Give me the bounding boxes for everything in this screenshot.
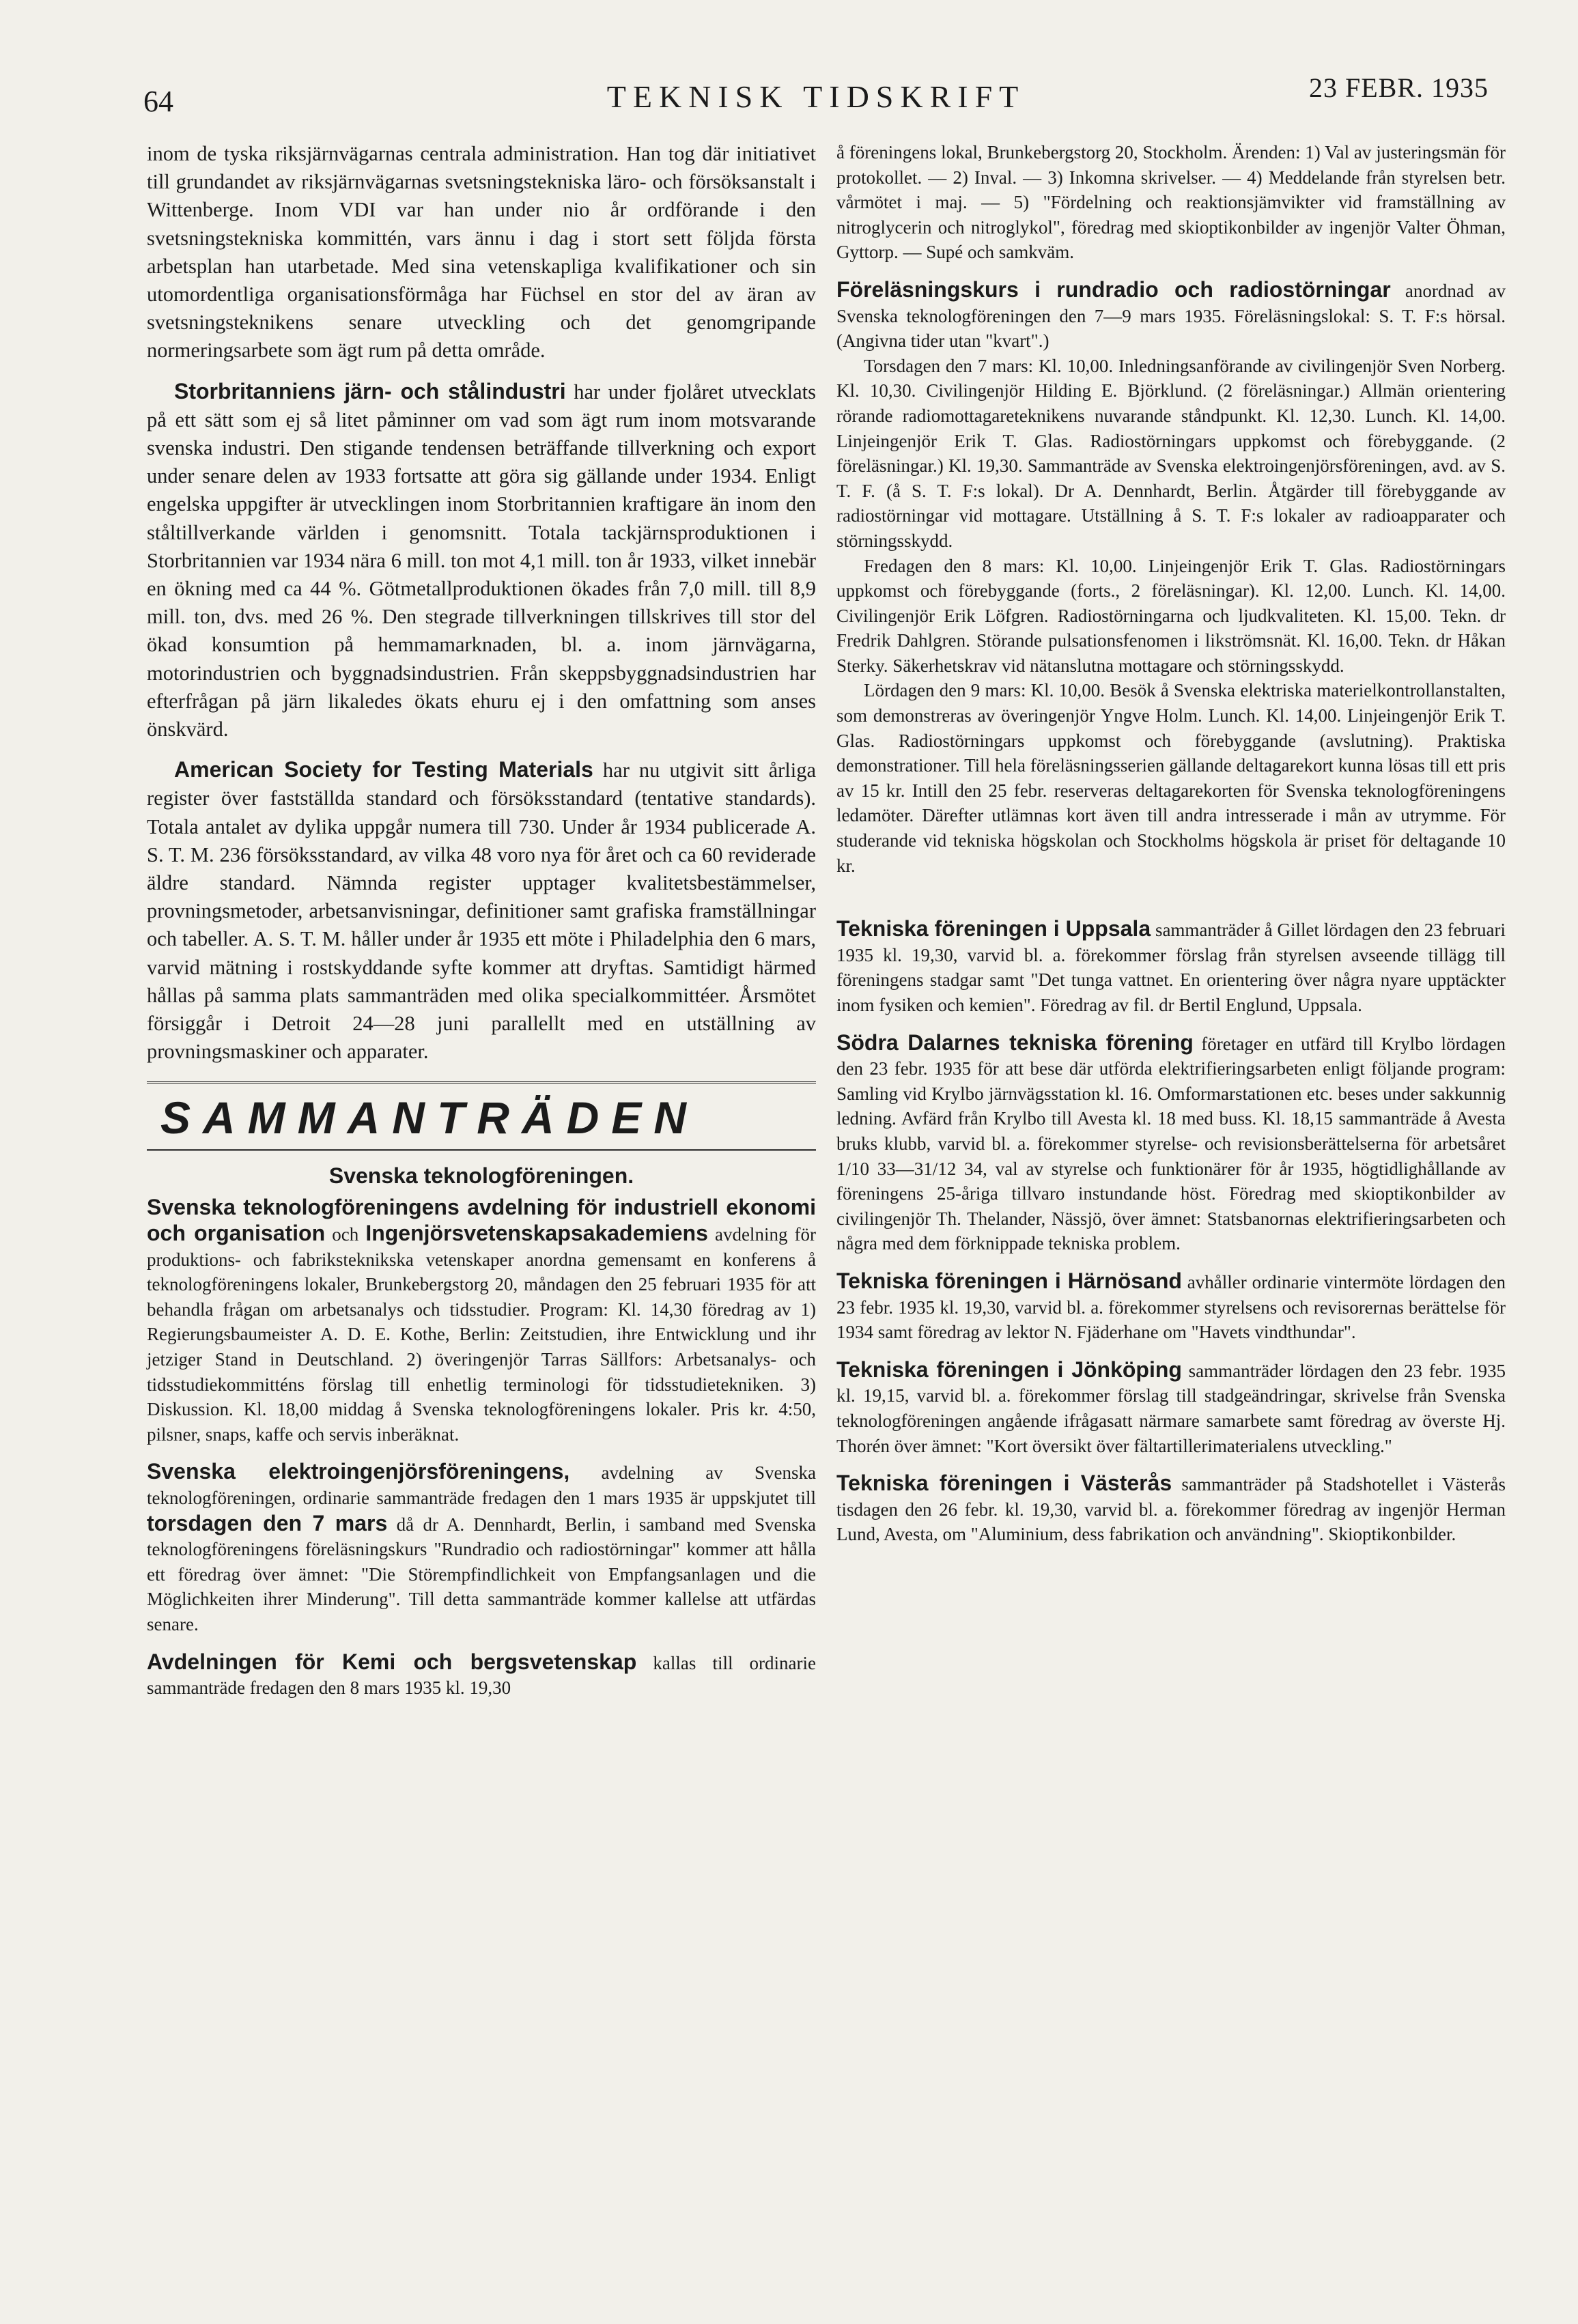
notice-elektroingenjorer (147, 1459, 816, 1636)
notice-lead-2: Ingenjörsvetenskapsakademiens (365, 1221, 708, 1246)
notice-body-2: då dr A. Dennhardt, Berlin, i samband med Svenska teknologföreningens föreläsningskurs "Rundradio och radiostörningar" kommer att hålla ett föredrag över ämnet: "Die Störempfindlichkeit von Empfangsanlagen und die Möglichkeiten ihrer Minderung". Till detta sammanträde kommer kallelse att utfärdas senare. (147, 1514, 816, 1634)
notice-body: företager en utfärd till Krylbo lördagen den 23 febr. 1935 för att bese där utförda elektrifieringsarbeten enligt följande program: Samling vid Krylbo järnvägsstation kl. 16. Omformarstationen etc. beses under sakkunnig ledning. Avfärd från Krylbo till Avesta kl. 18 med buss. Kl. 18,15 sammanträde å Avesta bruks klubb, varvid bl. a. förekommer styrelse- och revisionsberättelserna för arbetsåret 1/10 33—31/12 34, val av styrelse och funktionärer för år 1935, högtidlighållande av föreningens 25-åriga tillvaro instundande höst. Föredrag med skioptikonbilder av civilingenjör Th. Thelander, Nässjö, över ämnet: Statsbanornas elektrifieringsarbeten och några med dem förknippade tekniska problem. (836, 1033, 1506, 1254)
notice-industriell-ekonomi (147, 1195, 816, 1447)
notice-harnosand (836, 1269, 1506, 1345)
page-number: 64 (143, 85, 173, 118)
notice-emphasis: torsdagen den 7 mars (147, 1510, 388, 1535)
article-lead: Storbritanniens järn- och stålindustri (174, 378, 566, 403)
notice-lead: Tekniska föreningen i Uppsala (836, 916, 1151, 941)
notice-uppsala (836, 916, 1506, 1017)
article-fuchsel-continued: inom de tyska riksjärnvägarnas centrala administration. Han tog där initiativet till grundandet av riksjärnvägarnas svetsningstekniska läro- och försöksanstalt i Wittenberge. Inom VDI var han under nio år ordförande i den svetsningstekniska kommittén, vars ännu i dag i stort sett följda första arbetsplan han utarbetade. Med sina vetenskapliga kvalifikationer och sin utomordentliga organisationsförmåga har Füchsel en stor del av äran av svetsningsteknikens senare utveckling och det genomgripande normeringsarbete som ägt rum på detta område. (147, 142, 816, 363)
article-british-steel (147, 378, 816, 744)
notice-connector: och (332, 1224, 359, 1245)
section-heading: Svenska teknologföreningen. (328, 1163, 634, 1188)
article-body: har under fjolåret utvecklats på ett sätt som ej så litet påminner om vad som ägt rum inom motsvarande svenska industri. Den stigande tendensen beträffande tillverkning och export under senare delen av 1933 fortsatte att göra sig gällande under 1934. Enligt engelska uppgifter är utvecklingen inom Storbritannien kraftigare än inom den ståltillverkande världen i genomsnitt. Totala tackjärnsproduktionen i Storbritannien var 1934 nära 6 mill. ton mot 4,1 mill. ton år 1933, vilket innebär en ökning med ca 44 %. Götmetallproduktionen ökades från 7,0 mill. till 8,9 mill. ton, dvs. med 26 %. Den stegrade tillverkningen tillskrives till stor del ökad konsumtion på hemmamarknaden, bl. a. inom järnvägarna, motorindustrien och byggnadsindustrien. Från skeppsbyggnadsindustrien har efterfrågan på järn likaledes ökats ehuru ej i den omfattning som anses önskvärd. (147, 380, 817, 741)
article-astm (147, 756, 816, 1066)
notice-body: avhåller ordinarie vintermöte lördagen den 23 febr. 1935 kl. 19,30, varvid bl. a. förekommer styrelsens och revisorernas berättelse för 1934 samt föredrag av lektor N. Fjäderhane om "Havets vindthundar". (836, 1271, 1506, 1343)
journal-title: TEKNISK TIDSKRIFT (606, 79, 1026, 114)
notice-radio-course (836, 277, 1506, 354)
radio-course-saturday: Lördagen den 9 mars: Kl. 10,00. Besök å Svenska elektriska materielkontrollanstalten, som demonstreras av överingenjör Yngve Holm. Lunch. Kl. 14,00. Linjeingenjör Erik T. Glas. Radiostörningars uppkomst och förebyggande (avslutning). Praktiska demonstrationer. Till hela föreläsningsserien gällande deltagarekort kunna lösas till ett pris av 15 kr. Intill den 25 febr. reserveras deltagarekorten för Svenska teknologföreningens ledamöter. Därefter utlämnas kort även till andra intresserade i mån av utrymme. För studerande vid tekniska högskolan och Stockholms högskola är priset för deltagande 10 kr. (836, 680, 1506, 876)
radio-course-thursday: Torsdagen den 7 mars: Kl. 10,00. Inledningsanförande av civilingenjör Sven Norberg. Kl. 10,30. Civilingenjör Hilding E. Björklund. (2 föreläsningar.) Allmän orientering rörande radiomottagareteknikens nuvarande ståndpunkt. Kl. 12,30. Lunch. Kl. 14,00. Linjeingenjör Erik T. Glas. Radiostörningars uppkomst och förebyggande. (2 föreläsningar.) Kl. 19,30. Sammanträde av Svenska elektroingenjörsföreningen, avd. av S. T. F. (å S. T. F:s lokal). Dr A. Dennhardt, Berlin. Åtgärder till förebyggande av radiostörningar vid mottagare. Utställning å S. T. F:s lokaler av radioapparater och störningsskydd. (836, 355, 1506, 551)
notice-body: anordnad av Svenska teknologföreningen den 7—9 mars 1935. Föreläsningslokal: S. T. F:s hörsal. (Angivna tider utan "kvart".) (836, 280, 1506, 352)
notice-lead: Avdelningen för Kemi och bergsvetenskap (147, 1649, 637, 1674)
notice-lead: Svenska teknologföreningens avdelning för industriell ekonomi och organisation (147, 1194, 816, 1246)
notice-lead: Tekniska föreningen i Jönköping (836, 1357, 1182, 1382)
notice-body: avdelning av Svenska teknologföreningen, ordinarie sammanträde fredagen den 1 mars 1935 är uppskjutet till (147, 1462, 816, 1509)
notice-vasteras (836, 1471, 1506, 1547)
left-column (147, 140, 816, 1701)
notice-kemi-continued: å föreningens lokal, Brunkebergstorg 20, Stockholm. Ärenden: 1) Val av justeringsmän för protokollet. — 2) Inval. — 3) Inkomna skrivelser. — 4) Meddelande från styrelsen betr. vårmötet i maj. — 5) "Fördelning och reaktionsjämvikter vid framställning av nitroglycerin och nitroglykol", föredrag med skioptikonbilder av ingenjör Valter Öhman, Gyttorp. — Supé och samkväm. (836, 142, 1506, 263)
notice-body: avdelning för produktions- och fabriksteknikska vetenskaper anordna gemensamt en konferens å teknologföreningens lokaler, Brunkebergstorg 20, måndagen den 25 februari 1935 för att behandla frågan om arbetsanalys och tidsstudier. Program: Kl. 14,30 föredrag av 1) Regierungsbaumeister A. D. E. Kothe, Berlin: Zeitstudien, ihre Entwicklung und ihr jetziger Stand in Deutschland. 2) överingenjör Tarras Sällfors: Arbetsanalys- och tidsstudiekommitténs förslag till enhetlig terminologi för tidsstudietekniken. 3) Diskussion. Kl. 18,00 middag å Svenska teknologföreningens lokaler. Pris kr. 4:50, pilsner, snaps, kaffe och servis inberäknat. (147, 1224, 817, 1445)
notice-body: sammanträder å Gillet lördagen den 23 februari 1935 kl. 19,30, varvid bl. a. förekommer förslag från styrelsen avseende tillägg till föreningens stadgar samt "Det tunga vattnet. En orientering över några nyare upptäckter inom fysiken och kemien". Föredrag av fil. dr Bertil Englund, Uppsala. (836, 920, 1506, 1015)
notice-body: kallas till ordinarie sammanträde fredagen den 8 mars 1935 kl. 19,30 (147, 1652, 817, 1699)
section-banner (147, 1081, 816, 1151)
notice-lead: Tekniska föreningen i Härnösand (836, 1268, 1182, 1293)
issue-date: 23 FEBR. 1935 (1308, 72, 1489, 103)
notice-lead: Södra Dalarnes tekniska förening (836, 1030, 1194, 1055)
notice-kemi (147, 1649, 816, 1701)
notice-lead: Svenska elektroingenjörsföreningens, (147, 1459, 570, 1484)
notice-sodra-dalarne (836, 1030, 1506, 1256)
notice-body: sammanträder lördagen den 23 febr. 1935 kl. 19,15, varvid bl. a. förekommer förslag till stadgeändringar, skrivelse från Svenska teknologföreningen angående ifrågasatt närmare samarbete samt föredrag av överste Hj. Thorén över ämnet: "Kort översikt över fältartillerimaterialens utveckling." (836, 1360, 1506, 1456)
article-body: har nu utgivit sitt årliga register över fastställda standard och försöksstandard (tentative standards). Totala antalet av dylika uppgår numera till 730. Under år 1934 publicerade A. S. T. M. 236 försöksstandard, av vilka 48 voro nya för året och ca 60 reviderade äldre standard. Nämnda register upptager kvalitetsbestämmelser, provningsmetoder, arbetsanvisningar, definitioner samt grafiska framställningar och tabeller. A. S. T. M. håller under år 1935 ett möte i Philadelphia den 6 mars, varvid mätning i rostskyddande syfte kommer att dryftas. Samtidigt härmed hållas på samma plats sammanträden med olika specialkommittéer. Årsmötet försiggår i Detroit 24—28 juni parallellt med en utställning av provningsmaskiner och apparater. (147, 759, 817, 1064)
page-header (137, 72, 1495, 126)
right-column (836, 140, 1506, 1547)
notice-body: sammanträder på Stadshotellet i Västerås tisdagen den 26 febr. kl. 19,30, varvid bl. a. förekommer föredrag av ingenjör Herman Lund, Avesta, om "Aluminium, dess fabrikation och användning". Skioptikonbilder. (836, 1474, 1506, 1545)
article-lead: American Society for Testing Materials (174, 757, 593, 782)
notice-lead: Tekniska föreningen i Västerås (836, 1471, 1172, 1496)
section-banner-title: SAMMANTRÄDEN (160, 1092, 699, 1143)
radio-course-friday: Fredagen den 8 mars: Kl. 10,00. Linjeingenjör Erik T. Glas. Radiostörningars uppkomst och förebyggande (forts., 2 föreläsningar). Kl. 12,00. Lunch. Kl. 14,00. Civilingenjör Erik Löfgren. Radiostörningarna och ljudkvaliteten. Kl. 15,00. Tekn. dr Fredrik Dahlgren. Störande pulsationsfenomen i likströmsnät. Kl. 16,00. Tekn. dr Håkan Sterky. Säkerhetskrav vid nätanslutna mottagare och störningsskydd. (836, 555, 1506, 676)
notice-lead: Föreläsningskurs i rundradio och radiostörningar (836, 277, 1391, 302)
notice-jonkoping (836, 1357, 1506, 1458)
